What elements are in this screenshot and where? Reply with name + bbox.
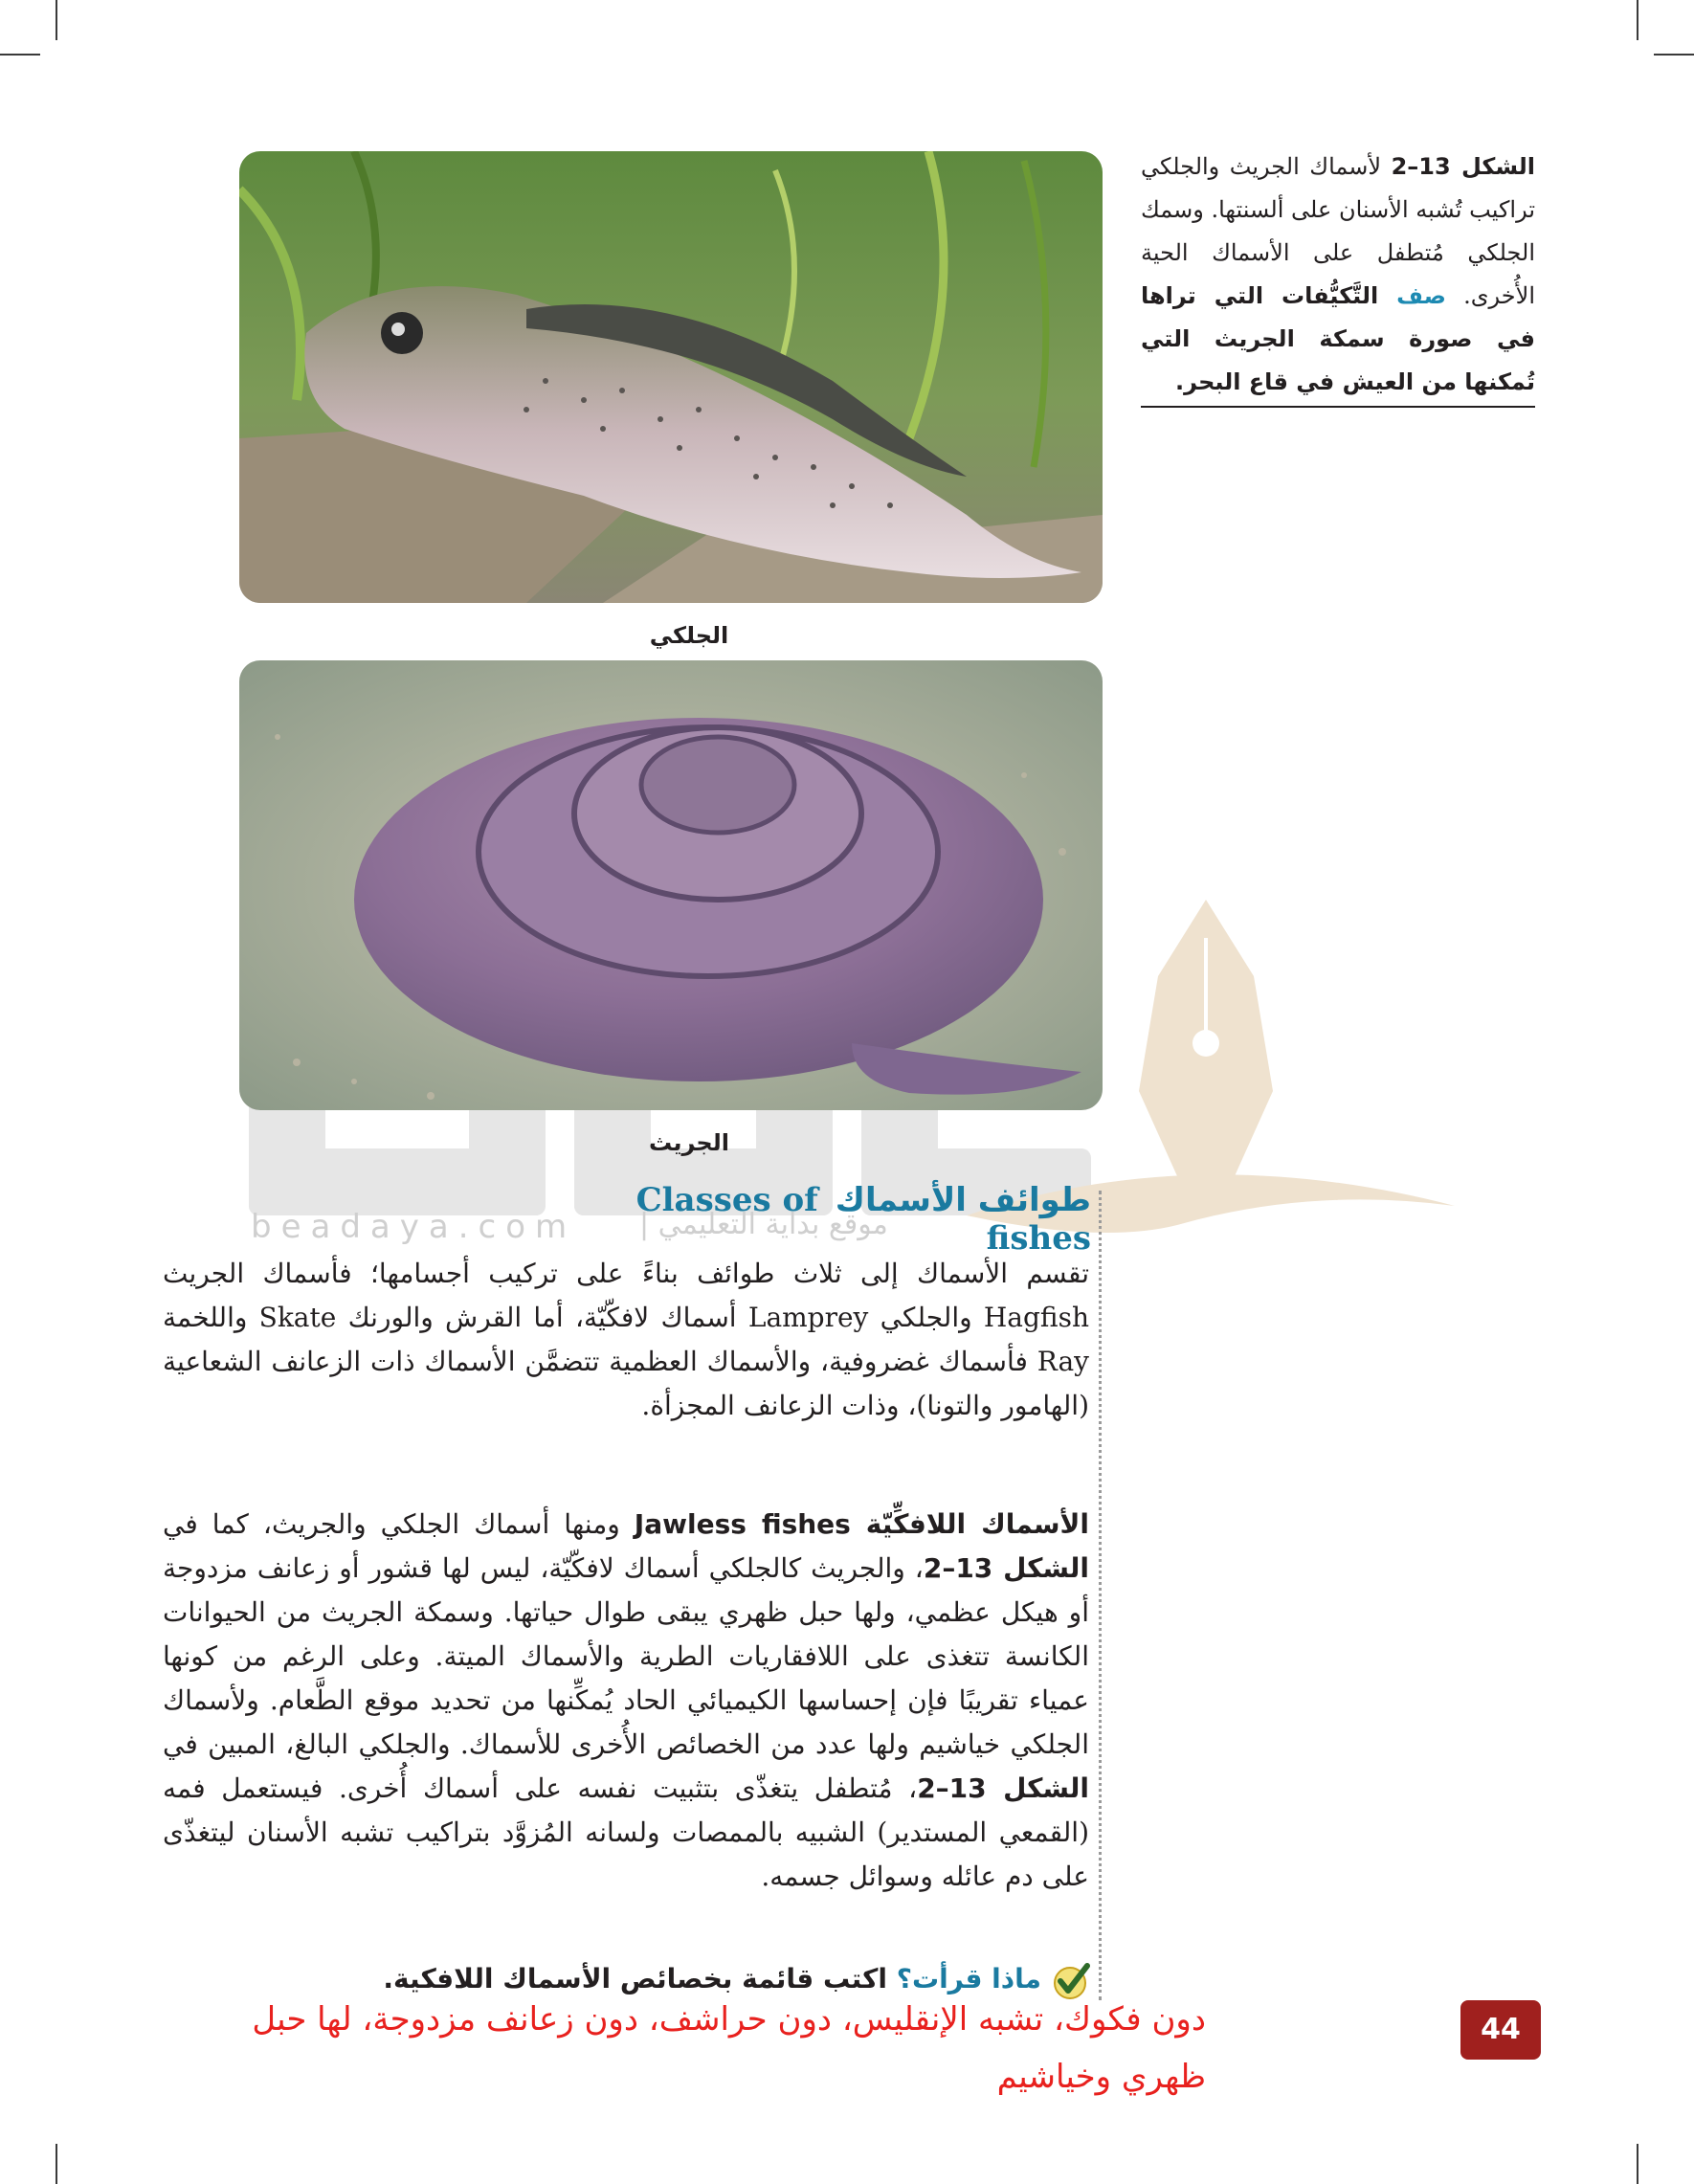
crop-mark-top-right-v [1637, 0, 1638, 40]
section-heading [536, 1181, 1091, 1258]
figure-ref-2: الشكل 13–2 [917, 1772, 1089, 1804]
page-number-badge: 44 [1460, 2000, 1541, 2060]
section-heading-ar: طوائف الأسماك [835, 1181, 1091, 1219]
paragraph-classes: تقسم الأسماك إلى ثلاث طوائف بناءً على تركيب أجسامها؛ فأسماك الجريث Hagfish والجلكي Lamprey أسماك لافكّيّة، أما القرش والورنك Skate واللخمة Ray فأسماك غضروفية، والأسماك العظمية تتضمَّن الأسماك ذات الزعانف الشعاعية (الهامور والتونا)، وذات الزعانف المجزأة. [163, 1258, 1090, 1421]
crop-mark-top-left-h [0, 54, 40, 56]
crop-mark-bottom-left-v [56, 2144, 57, 2184]
answer-text: دون فكوك، تشبه الإنقليس، دون حراشف، دون زعانف مزدوجة، لها حبل ظهري وخياشيم [252, 2000, 1206, 2096]
crop-mark-top-left-v [56, 0, 57, 40]
watermark-url: beadaya.com [251, 1208, 577, 1246]
lamprey-label: الجلكي [649, 622, 729, 649]
section-heading-en: Classes of fishes [635, 1181, 1091, 1258]
paragraph-jawless [163, 1503, 1089, 1899]
watermark-site: موقع بداية التعليمي | [639, 1208, 888, 1241]
caption-question-key: صف [1396, 282, 1446, 309]
hagfish-photo [239, 660, 1103, 1110]
hagfish-label: الجريث [649, 1129, 729, 1156]
figure-ref-1: الشكل 13–2 [923, 1552, 1089, 1584]
caption-question: التَّكيُّفات التي تراها في صورة سمكة الجريث التي تُمكنها من العيش في قاع البحر. [1141, 282, 1535, 395]
caption-divider [1141, 406, 1535, 408]
caption-text: لأسماك الجريث والجلكي تراكيب تُشبه الأسنان على ألسنتها. وسمك الجلكي مُتطفل على الأسماك الحية الأُخرى. [1141, 153, 1535, 309]
paragraph-jawless-part3: ، مُتطفل يتغذّى بتثبيت نفسه على أسماك أُخرى. فيستعمل فمه (القمعي المستدير) الشبيه بالممصات ولسانه المُزوَّد بتراكيب تشبه الأسنان ليتغذّى على دم عائله وسوائل جسمه. [163, 1772, 1089, 1892]
reading-check-label: ماذا قرأت؟ [896, 1963, 1041, 1995]
section-dotted-rule [1099, 1191, 1102, 2000]
paragraph-jawless-part2: ، والجريث كالجلكي أسماك لافكّيّة، ليس لها قشور أو زعانف مزدوجة أو هيكل عظمي، ولها حبل ظهري يبقى طوال حياتها. وسمكة الجريث من الحيوانات الكانسة تتغذى على اللافقاريات الطرية والأسماك الميتة. وعلى الرغم من كونها عمياء تقريبًا فإن إحساسها الكيميائي الحاد يُمكِّنها من تحديد موقع الطَّعام. ولأسماك الجلكي خياشيم ولها عدد من الخصائص الأُخرى للأسماك. والجلكي البالغ، المبين في [163, 1552, 1089, 1760]
crop-mark-top-right-h [1654, 54, 1694, 56]
reading-check-question: اكتب قائمة بخصائص الأسماك اللافكية. [383, 1963, 897, 1995]
figure-caption [1141, 145, 1535, 404]
crop-mark-bottom-right-v [1637, 2144, 1638, 2184]
paragraph-jawless-part1: ومنها أسماك الجلكي والجريث، كما في [163, 1508, 635, 1540]
caption-figure-number: الشكل 13–2 [1391, 153, 1535, 180]
term-jawless-fishes: الأسماك اللافكِّيّة Jawless fishes [634, 1508, 1089, 1540]
lamprey-photo [239, 151, 1103, 603]
